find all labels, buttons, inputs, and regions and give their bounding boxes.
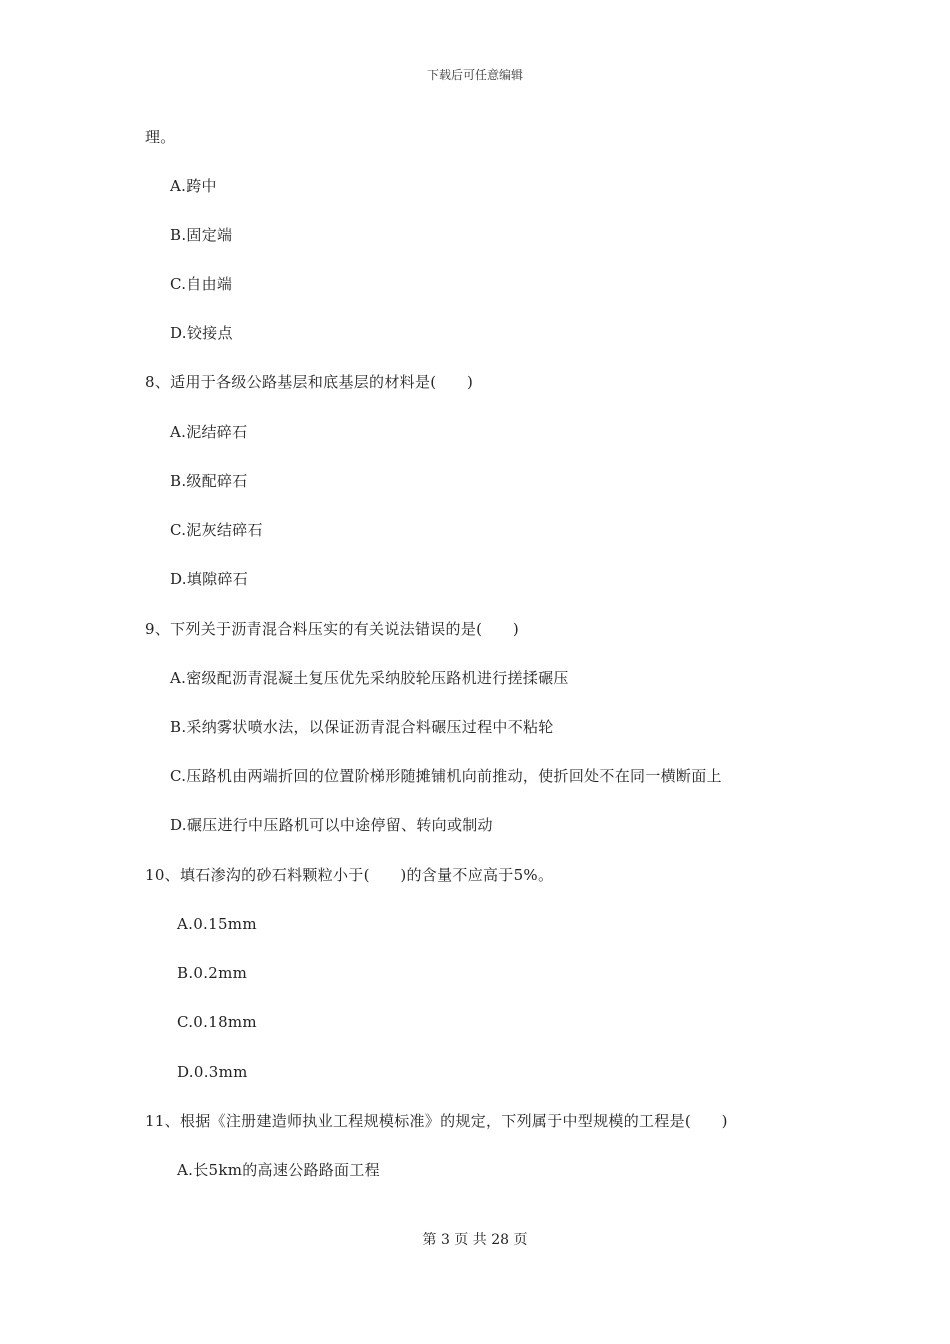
q7-option-a: A.跨中 (170, 177, 217, 195)
q7-option-d: D.铰接点 (170, 324, 233, 342)
q9-option-b: B.采纳雾状喷水法，以保证沥青混合料碾压过程中不粘轮 (170, 718, 554, 736)
q10-option-a: A.0.15mm (177, 915, 257, 933)
question-10: 10、填石渗沟的砂石料颗粒小于( )的含量不应高于5%。 (145, 866, 554, 884)
page-footer: 第 3 页 共 28 页 (422, 1232, 528, 1248)
q10-option-d: D.0.3mm (177, 1063, 248, 1081)
q8-option-a: A.泥结碎石 (170, 423, 248, 441)
question-9: 9、下列关于沥青混合料压实的有关说法错误的是( ) (145, 620, 520, 638)
q7-option-c: C.自由端 (170, 275, 233, 293)
question-continuation: 理。 (145, 128, 176, 146)
q9-option-a: A.密级配沥青混凝土复压优先采纳胶轮压路机进行搓揉碾压 (170, 669, 569, 687)
q8-option-c: C.泥灰结碎石 (170, 521, 263, 539)
q11-option-a: A.长5km的高速公路路面工程 (177, 1161, 380, 1179)
q9-option-d: D.碾压进行中压路机可以中途停留、转向或制动 (170, 816, 493, 834)
page-header: 下载后可任意编辑 (426, 68, 523, 82)
question-11: 11、根据《注册建造师执业工程规模标准》的规定，下列属于中型规模的工程是( ) (145, 1112, 728, 1130)
q8-option-b: B.级配碎石 (170, 472, 248, 490)
q10-option-b: B.0.2mm (177, 964, 248, 982)
q8-option-d: D.填隙碎石 (170, 570, 249, 588)
q7-option-b: B.固定端 (170, 226, 233, 244)
question-8: 8、适用于各级公路基层和底基层的材料是( ) (145, 373, 474, 391)
q10-option-c: C.0.18mm (177, 1013, 257, 1031)
q9-option-c: C.压路机由两端折回的位置阶梯形随摊铺机向前推动，使折回处不在同一横断面上 (170, 767, 722, 785)
